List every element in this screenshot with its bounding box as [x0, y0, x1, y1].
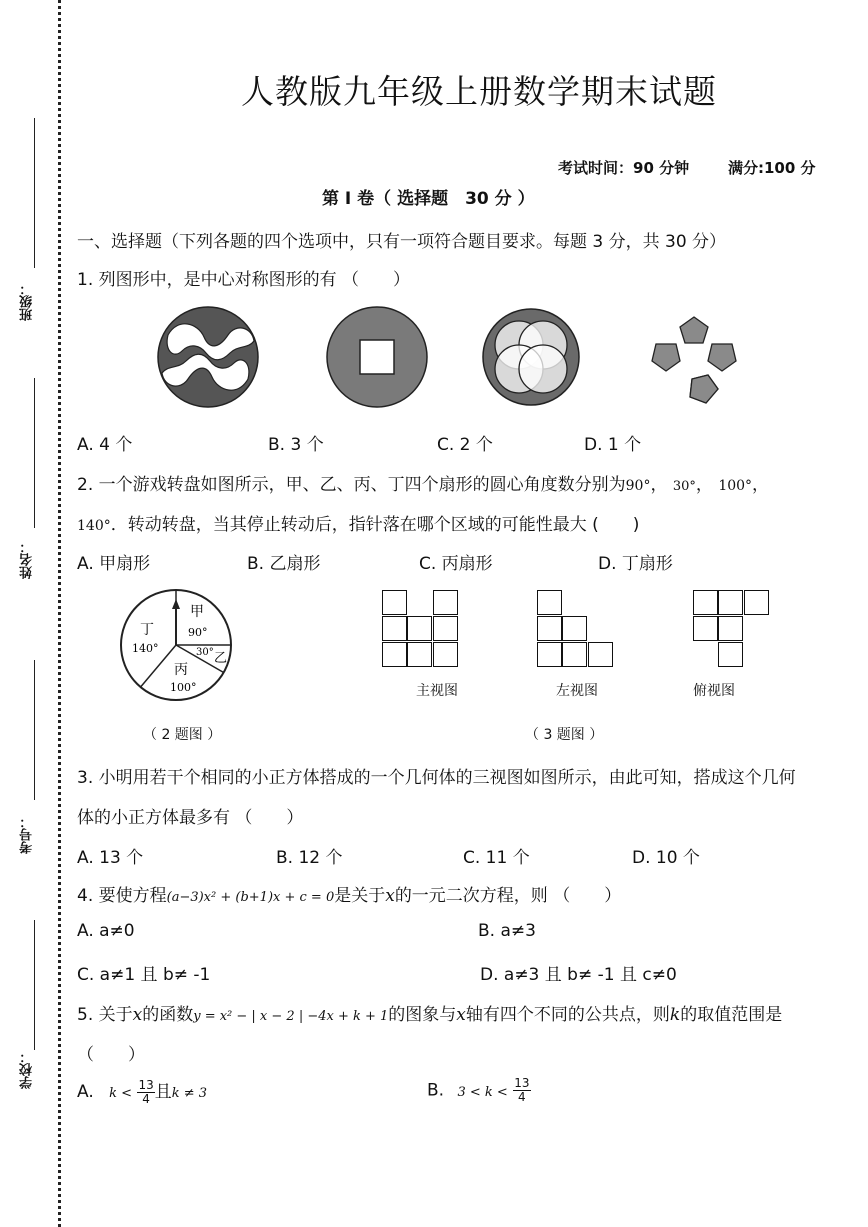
q3-option-a: A. 13 个: [77, 848, 144, 868]
q1-stem: 1. 列图形中，是中心对称图形的有 （ ）: [77, 270, 411, 290]
q1-option-d: D. 1 个: [584, 435, 642, 455]
q1-option-c: C. 2 个: [437, 435, 493, 455]
school-underline: [34, 920, 35, 1050]
page-title: 人教版九年级上册数学期末试题: [241, 72, 717, 111]
q1-figure-b: [327, 307, 427, 407]
q5-option-b-num: 13: [514, 1076, 530, 1090]
name-label: 姓名：: [20, 540, 35, 579]
q1-figure-d: [652, 317, 736, 403]
q5-option-b-pre: 3 < k <: [457, 1084, 508, 1100]
q1-figure-c: [483, 309, 579, 405]
sector-bing-name: 丙: [174, 662, 188, 678]
q2-angle-4: 140°: [77, 518, 111, 534]
q5-stem: [77, 1000, 782, 1025]
q3-stem-line1: 3. 小明用若干个相同的小正方体搭成的一个几何体的三视图如图所示，由此可知，搭成这个几何: [77, 768, 796, 788]
q4-stem-a: 4. 要使方程: [77, 886, 167, 906]
sector-jia-name: 甲: [190, 604, 204, 620]
q5-option-a-pre: k <: [109, 1086, 133, 1101]
q5-option-a-label: A.: [77, 1082, 94, 1102]
q5-stem-d: 轴有四个不同的公共点，则: [465, 1005, 670, 1025]
sector-yi-angle: 30°: [196, 647, 214, 658]
q1-figures: [150, 305, 770, 410]
q2-spinner: [118, 585, 238, 705]
school-label: 学校：: [20, 1050, 35, 1089]
q5-var-x: x: [132, 1005, 143, 1025]
sector-jia-angle: 90°: [188, 626, 208, 639]
q3-option-d: D. 10 个: [632, 848, 700, 868]
front-view-label: 主视图: [416, 683, 458, 699]
q3-stem-line2: 体的小正方体最多有 （ ）: [77, 808, 304, 828]
q3-option-c: C. 11 个: [463, 848, 530, 868]
q5-option-b-fraction: [513, 1077, 530, 1104]
q5-option-b-label: B.: [427, 1080, 445, 1101]
q2-angle-3: 100°: [718, 478, 753, 494]
q5-option-b: [427, 1077, 531, 1104]
q4-option-b: B. a≠3: [478, 921, 536, 941]
instructions: 一、选择题（下列各题的四个选项中，只有一项符合题目要求。每题 3 分，共 30 分）: [77, 232, 727, 252]
q5-stem-e: 的取值范围是: [680, 1005, 783, 1025]
q4-option-d: D. a≠3 且 b≠ ‑1 且 c≠0: [480, 965, 677, 985]
q5-option-b-den: 4: [518, 1090, 526, 1104]
q2-option-b: B. 乙扇形: [247, 554, 321, 574]
q5-option-a-mid: 且: [154, 1082, 172, 1102]
binding-dotted-line: [58, 0, 61, 1227]
section-title: 第 I 卷（ 选择题 30 分 ）: [322, 189, 535, 209]
q5-option-a: [77, 1077, 207, 1106]
q5-option-a-post: k ≠ 3: [171, 1086, 208, 1101]
q2-stem: [77, 470, 769, 495]
q5-stem-a: 5. 关于: [77, 1005, 133, 1025]
q4-equation: (a−3)x² + (b+1)x + c = 0: [166, 890, 335, 905]
class-underline: [34, 118, 35, 268]
q4-stem-c: 的一元二次方程，则 （ ）: [394, 886, 622, 906]
q2-angle-1: 90°: [625, 478, 651, 494]
q2-angle-2: 30°: [672, 479, 696, 494]
q5-option-a-den: 4: [142, 1091, 150, 1106]
q4-option-a: A. a≠0: [77, 921, 135, 941]
sector-ding-name: 丁: [140, 622, 154, 638]
exam-time: 考试时间：90 分钟: [558, 159, 690, 177]
q2-option-a: A. 甲扇形: [77, 554, 151, 574]
class-label: 班级：: [20, 282, 35, 321]
sector-ding-angle: 140°: [132, 642, 159, 655]
q2-option-c: C. 丙扇形: [419, 554, 493, 574]
q1-option-a: A. 4 个: [77, 435, 133, 455]
q2-sep-3: ，: [752, 475, 770, 495]
exam-no-underline: [34, 660, 35, 800]
q4-option-c: C. a≠1 且 b≠ ‑1: [77, 965, 211, 985]
q2-sep-1: ，: [650, 475, 668, 495]
q1-option-b: B. 3 个: [268, 435, 324, 455]
q1-figure-a: [158, 307, 258, 407]
q3-figure-caption: （ 3 题图 ）: [525, 727, 604, 743]
q4-var: x: [385, 886, 395, 906]
q5-stem-c: 的图象与: [388, 1005, 457, 1025]
q5-paren: （ ）: [77, 1045, 145, 1065]
q2-figure-caption: （ 2 题图 ）: [143, 727, 222, 743]
q3-option-b: B. 12 个: [276, 848, 343, 868]
full-score: 满分:100 分: [728, 159, 816, 177]
left-view-label: 左视图: [556, 683, 598, 699]
q5-var-x-2: x: [456, 1005, 466, 1025]
q5-var-k: k: [669, 1005, 681, 1025]
q5-option-a-num: 13: [138, 1077, 154, 1092]
q5-option-a-fraction: [137, 1079, 154, 1106]
q2-option-d: D. 丁扇形: [598, 554, 673, 574]
q2-sep-2: ，: [695, 475, 713, 495]
top-view-label: 俯视图: [693, 683, 735, 699]
q2-stem-a: 2. 一个游戏转盘如图所示，甲、乙、丙、丁四个扇形的圆心角度数分别为: [77, 475, 626, 495]
sector-bing-angle: 100°: [170, 681, 197, 694]
exam-no-label: 考号：: [20, 815, 35, 854]
name-underline: [34, 378, 35, 528]
q4-stem-b: 是关于: [334, 886, 386, 906]
q5-function: y = x² − | x − 2 | −4x + k + 1: [193, 1009, 389, 1024]
q5-stem-b: 的函数: [142, 1005, 194, 1025]
sector-yi-name: 乙: [214, 651, 228, 666]
q4-stem: [77, 881, 621, 906]
q2-stem-b: ．转动转盘，当其停止转动后，指针落在哪个区域的可能性最大 ( ): [110, 515, 640, 535]
